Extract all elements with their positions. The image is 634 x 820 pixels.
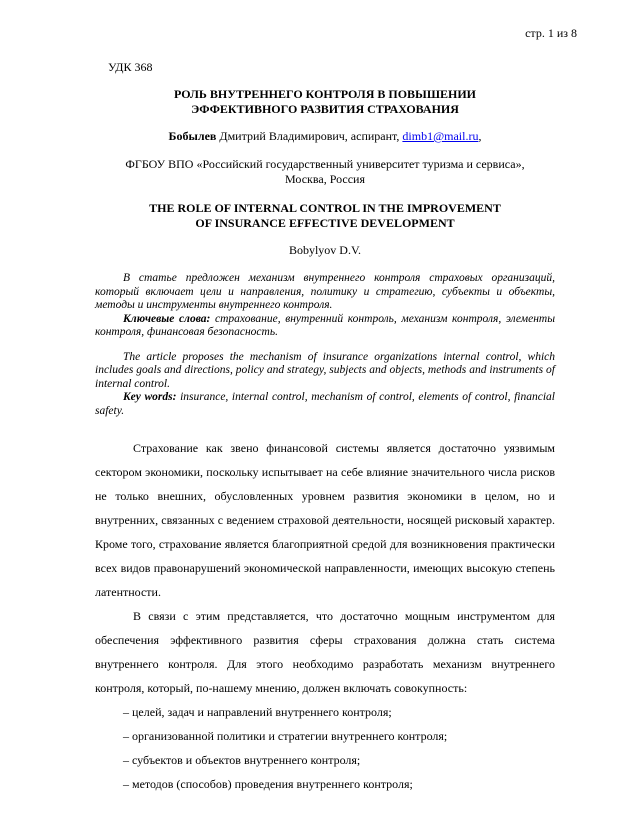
body-paragraph-1: Страхование как звено финансовой системы является достаточно уязвимым сектором экономики, поскольку испытывает на себе влияние значительного числа рисков не только внешних, обусловленных уровнем развития экономики в целом, но и внутренних, связанных с ведением страховой деятельности, носящей рисковый характер. Кроме того, страхование является благоприятной средой для возникновения практически всех видов правонарушений экономической направленности, имеющих высокую степень латентности. [95,441,555,599]
affiliation [95,157,555,187]
author-trailing-comma: , [478,129,482,143]
title-en-line-2: OF INSURANCE EFFECTIVE DEVELOPMENT [195,216,455,230]
keywords-ru-text: страхование, внутренний контроль, механизм контроля, элементы контроля, финансовая безопасность. [95,312,555,338]
author-line-en: Bobylyov D.V. [288,243,362,257]
list-item: – организованной политики и стратегии внутреннего контроля; [123,729,448,743]
keywords-en-text: insurance, internal control, mechanism of control, elements of control, financial safety. [95,391,555,417]
author-line-ru [95,129,555,144]
page-indicator: стр. 1 из 8 [525,26,577,40]
body-paragraph-2: В связи с этим представляется, что достаточно мощным инструментом для обеспечения эффективного развития сферы страхования должна стать система внутреннего контроля. Для этого необходимо разработать механизм внутреннего контроля, который, по-нашему мнению, должен включать совокупность: [95,609,555,695]
keywords-ru-label: Ключевые слова: [123,312,211,325]
udc-code: УДК 368 [108,60,153,74]
keywords-en [95,391,555,418]
article-title-ru [95,87,555,117]
keywords-ru [95,313,555,340]
title-en-line-1: THE ROLE OF INTERNAL CONTROL IN THE IMPROVEMENT [149,201,501,215]
dash-list [123,700,555,796]
list-item: – методов (способов) проведения внутреннего контроля; [123,777,413,791]
author-email-link[interactable]: dimb1@mail.ru [402,129,479,143]
keywords-en-label: Key words: [123,391,177,403]
affiliation-line-2: Москва, Россия [285,172,365,186]
article-title-en [95,201,555,231]
author-surname: Бобылев [168,129,217,143]
title-ru-line-1: РОЛЬ ВНУТРЕННЕГО КОНТРОЛЯ В ПОВЫШЕНИИ [173,87,476,101]
list-item: – субъектов и объектов внутреннего контроля; [123,753,361,767]
abstract-en-text: The article proposes the mechanism of insurance organizations internal control, which includes goals and directions, policy and strategy, subjects and objects, methods and instruments of internal control. [95,350,555,390]
article-body [95,436,555,796]
abstract-ru [95,272,555,340]
author-details: Дмитрий Владимирович, аспирант, [216,129,403,143]
abstract-ru-text: В статье предложен механизм внутреннего контроля страховых организаций, который включает цели и направления, политику и стратегию, субъекты и объекты, методы и инструменты внутреннего контроля. [95,272,555,311]
list-item: – целей, задач и направлений внутреннего контроля; [123,705,392,719]
abstract-en [95,351,555,419]
affiliation-line-1: ФГБОУ ВПО «Российский государственный университет туризма и сервиса», [125,157,525,171]
title-ru-line-2: ЭФФЕКТИВНОГО РАЗВИТИЯ СТРАХОВАНИЯ [191,102,459,116]
